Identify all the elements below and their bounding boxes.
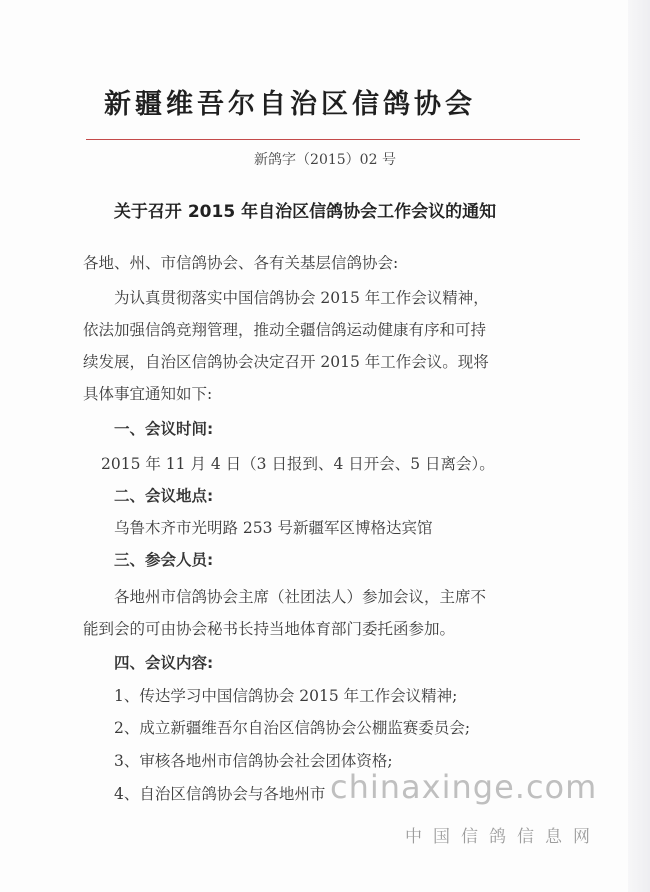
content-item: 2、成立新疆维吾尔自治区信鸽协会公棚监赛委员会; <box>114 719 471 737</box>
intro-line: 续发展，自治区信鸽协会决定召开 2015 年工作会议。现将 <box>83 353 489 371</box>
watermark-domain: chinaxinge.com <box>330 768 598 806</box>
content-item: 4、自治区信鸽协会与各地州市 <box>114 785 326 803</box>
section-heading-time: 一、会议时间: <box>114 420 214 438</box>
intro-line: 为认真贯彻落实中国信鸽协会 2015 年工作会议精神， <box>114 289 489 307</box>
page-edge-shadow <box>628 0 650 892</box>
salutation: 各地、州、市信鸽协会、各有关基层信鸽协会: <box>83 254 399 272</box>
intro-line: 具体事宜通知如下: <box>83 385 213 403</box>
content-item: 1、传达学习中国信鸽协会 2015 年工作会议精神; <box>114 687 458 705</box>
meeting-time-text: 2015 年 11 月 4 日（3 日报到、4 日开会、5 日离会）。 <box>101 455 495 473</box>
organization-title: 新疆维吾尔自治区信鸽协会 <box>104 89 476 120</box>
attendees-line: 各地州市信鸽协会主席（社团法人）参加会议，主席不 <box>114 588 487 606</box>
content-item: 3、审核各地州市信鸽协会社会团体资格; <box>114 752 393 770</box>
document-number: 新鸽字（2015）02 号 <box>254 152 396 168</box>
attendees-line: 能到会的可由协会秘书长持当地体育部门委托函参加。 <box>83 620 456 638</box>
watermark-site-name: 中国信鸽信息网 <box>405 827 601 847</box>
meeting-location-text: 乌鲁木齐市光明路 253 号新疆军区博格达宾馆 <box>114 519 433 537</box>
notice-title: 关于召开 2015 年自治区信鸽协会工作会议的通知 <box>113 202 497 222</box>
section-heading-location: 二、会议地点: <box>114 487 214 505</box>
header-divider <box>86 139 580 140</box>
intro-line: 依法加强信鸽竞翔管理，推动全疆信鸽运动健康有序和可持 <box>83 321 487 339</box>
section-heading-content: 四、会议内容: <box>114 654 214 672</box>
section-heading-attendees: 三、参会人员: <box>114 551 214 569</box>
